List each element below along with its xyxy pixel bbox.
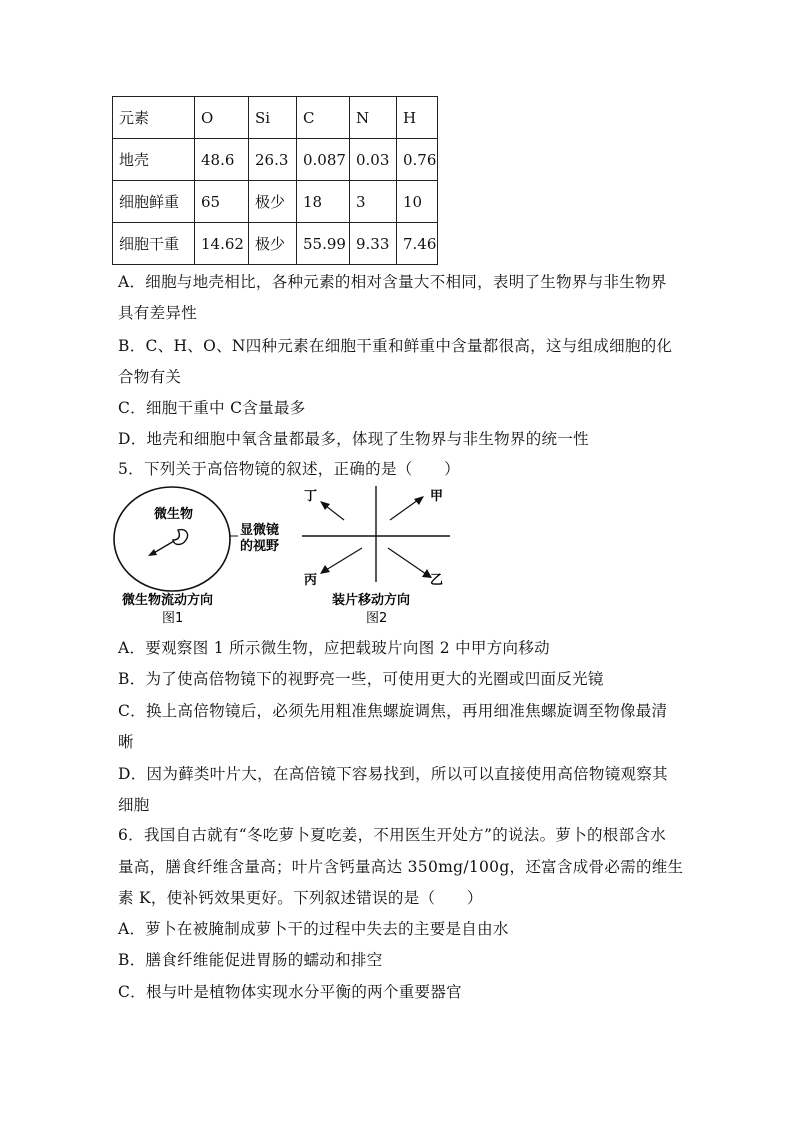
fig1-view-label-line2: 的视野 xyxy=(240,539,280,554)
element-content-table xyxy=(112,96,438,265)
fig2-arrow-yi xyxy=(388,548,426,574)
microscope-figure xyxy=(112,484,472,630)
q6-option-c: C．根与叶是植物体实现水分平衡的两个重要器官 xyxy=(118,983,462,1001)
table-cell: 3 xyxy=(350,181,397,223)
table-row xyxy=(113,181,438,223)
table-cell: 0.76 xyxy=(397,139,438,181)
fig1-caption: 微生物流动方向 xyxy=(122,593,214,608)
fig1-label: 图1 xyxy=(162,611,184,626)
fig2-arrow-bing xyxy=(326,548,362,570)
q5-option-d-line2: 细胞 xyxy=(118,796,150,814)
q5-option-d-line1: D．因为藓类叶片大，在高倍镜下容易找到，所以可以直接使用高倍物镜观察其 xyxy=(118,765,668,783)
table-cell: 14.62 xyxy=(195,223,249,265)
fig2-label-jia: 甲 xyxy=(430,489,444,504)
table-cell: 18 xyxy=(297,181,350,223)
q5-option-c-line1: C．换上高倍物镜后，必须先用粗准焦螺旋调焦，再用细准焦螺旋调至物像最清 xyxy=(118,702,668,720)
table-cell: N xyxy=(350,97,397,139)
table-row xyxy=(113,223,438,265)
table-cell: 10 xyxy=(397,181,438,223)
table-cell: 48.6 xyxy=(195,139,249,181)
q6-stem-line2: 量高，膳食纤维含量高；叶片含钙量高达 350mg/100g，还富含成骨必需的维生 xyxy=(118,858,684,876)
fig1-view-label-line1: 显微镜 xyxy=(240,523,280,538)
fig2-caption: 装片移动方向 xyxy=(332,593,411,608)
table-cell: 0.087 xyxy=(297,139,350,181)
table-cell: 细胞鲜重 xyxy=(113,181,195,223)
q5-option-b: B．为了使高倍物镜下的视野亮一些，可使用更大的光圈或凹面反光镜 xyxy=(118,670,604,688)
table-cell: H xyxy=(397,97,438,139)
q4-option-d: D．地壳和细胞中氧含量都最多，体现了生物界与非生物界的统一性 xyxy=(118,430,589,448)
q4-option-b-line1: B．C、H、O、N四种元素在细胞干重和鲜重中含量都很高，这与组成细胞的化 xyxy=(118,337,673,355)
fig2-arrowhead-bing xyxy=(320,565,330,574)
q5-option-a: A．要观察图 1 所示微生物，应把载玻片向图 2 中甲方向移动 xyxy=(118,639,550,657)
q6-option-b: B．膳食纤维能促进胃肠的蠕动和排空 xyxy=(118,951,383,969)
table-cell: 地壳 xyxy=(113,139,195,181)
q4-option-c: C．细胞干重中 C含量最多 xyxy=(118,399,306,417)
fig2-arrow-ding xyxy=(326,506,344,520)
table-cell: Si xyxy=(249,97,297,139)
q5-stem: 5．下列关于高倍物镜的叙述，正确的是（ ） xyxy=(118,460,460,478)
fig2-label-ding: 丁 xyxy=(304,489,318,504)
fig1-flow-arrowhead xyxy=(148,549,157,556)
table-cell: 极少 xyxy=(249,181,297,223)
microorganism-shape xyxy=(173,530,188,545)
fig2-arrow-jia xyxy=(390,500,418,520)
table-row xyxy=(113,97,438,139)
q6-option-a: A．萝卜在被腌制成萝卜干的过程中失去的主要是自由水 xyxy=(118,920,509,938)
q5-option-c-line2: 晰 xyxy=(118,733,134,751)
table-cell: 65 xyxy=(195,181,249,223)
table-row xyxy=(113,139,438,181)
table-cell: 55.99 xyxy=(297,223,350,265)
table-cell: 9.33 xyxy=(350,223,397,265)
table-cell: 极少 xyxy=(249,223,297,265)
table-cell: 细胞干重 xyxy=(113,223,195,265)
q6-stem-line1: 6．我国自古就有“冬吃萝卜夏吃姜，不用医生开处方”的说法。萝卜的根部含水 xyxy=(118,826,667,844)
fig2-label-yi: 乙 xyxy=(430,573,444,588)
q4-option-a-line2: 具有差异性 xyxy=(118,304,198,322)
q4-option-a-line1: A．细胞与地壳相比，各种元素的相对含量大不相同，表明了生物界与非生物界 xyxy=(118,273,667,291)
fig1-organism-label: 微生物 xyxy=(154,507,194,522)
table-cell: O xyxy=(195,97,249,139)
table-cell: C xyxy=(297,97,350,139)
table-cell: 26.3 xyxy=(249,139,297,181)
table-cell: 元素 xyxy=(113,97,195,139)
fig2-arrowhead-jia xyxy=(414,496,424,505)
q4-option-b-line2: 合物有关 xyxy=(118,368,182,386)
table-cell: 0.03 xyxy=(350,139,397,181)
field-of-view-circle xyxy=(114,487,230,591)
fig2-label-bing: 丙 xyxy=(304,573,318,588)
fig2-label: 图2 xyxy=(366,611,388,626)
q6-stem-line3: 素 K，使补钙效果更好。下列叙述错误的是（ ） xyxy=(118,889,483,907)
table-cell: 7.46 xyxy=(397,223,438,265)
